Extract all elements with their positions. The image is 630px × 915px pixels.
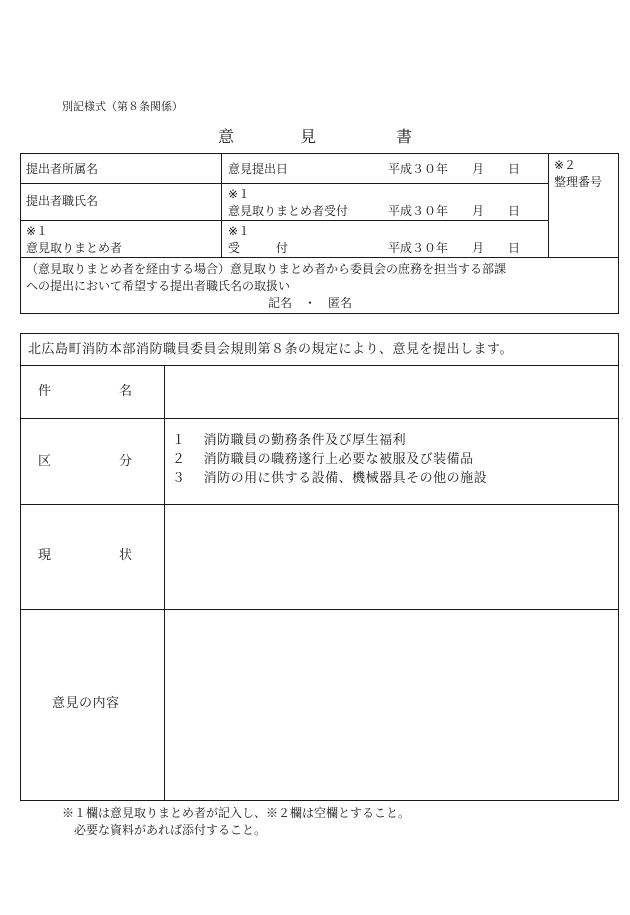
ref-mark-1: ※１: [228, 224, 251, 238]
ref-mark-1: ※１: [228, 187, 251, 201]
category-label: 区 分: [38, 454, 133, 469]
divider: [20, 183, 549, 184]
coordinator-receipt-label: 意見取りまとめ者受付: [228, 204, 349, 218]
status-field[interactable]: [165, 505, 618, 609]
receipt-date: 平成３０年 月 日: [388, 241, 521, 255]
opinion-content-label: 意見の内容: [52, 696, 120, 711]
reference-number-label: 整理番号: [554, 175, 603, 189]
handling-text-line1: （意見取りまとめ者を経由する場合）意見取りまとめ者から委員会の庶務を担当する部課: [26, 262, 507, 276]
note-line-2: 必要な資料があれば添付すること。: [74, 823, 267, 837]
title-char-2: 見: [300, 127, 317, 146]
divider: [20, 220, 549, 221]
handling-options: 記名 ・ 匿名: [268, 296, 353, 310]
receipt-label: 受 付: [228, 241, 289, 255]
status-label: 現 状: [38, 548, 133, 563]
title-char-3: 書: [396, 127, 413, 146]
name-title-label: 提出者職氏名: [26, 194, 99, 208]
opinion-content-field[interactable]: [165, 610, 618, 800]
submit-date-label: 意見提出日: [228, 162, 289, 176]
subject-label: 件 名: [38, 384, 133, 399]
intro-statement: 北広島町消防本部消防職員委員会規則第８条の規定により、意見を提出します。: [28, 342, 513, 357]
category-item-2: ２ 消防職員の職務遂行上必要な被服及び装備品: [172, 452, 474, 467]
affiliation-label: 提出者所属名: [26, 162, 99, 176]
handling-text-line2: への提出において希望する提出者職氏名の取扱い: [26, 279, 291, 293]
ref-mark-2: ※２: [554, 158, 577, 172]
coordinator-label: 意見取りまとめ者: [26, 241, 123, 255]
subject-field[interactable]: [165, 366, 618, 418]
divider: [221, 153, 222, 257]
note-line-1: ※１欄は意見取りまとめ者が記入し、※２欄は空欄とすること。: [62, 806, 411, 820]
form-style-label: 別記様式（第８条関係）: [62, 100, 183, 113]
ref-mark-1: ※１: [26, 224, 49, 238]
submit-date-value: 平成３０年 月 日: [388, 162, 521, 176]
category-item-1: １ 消防職員の勤務条件及び厚生福利: [172, 433, 407, 448]
coordinator-receipt-date: 平成３０年 月 日: [388, 204, 521, 218]
divider: [20, 418, 619, 419]
title-char-1: 意: [218, 127, 235, 146]
divider: [20, 257, 619, 258]
divider: [548, 153, 549, 257]
category-item-3: ３ 消防の用に供する設備、機械器具その他の施設: [172, 471, 488, 486]
